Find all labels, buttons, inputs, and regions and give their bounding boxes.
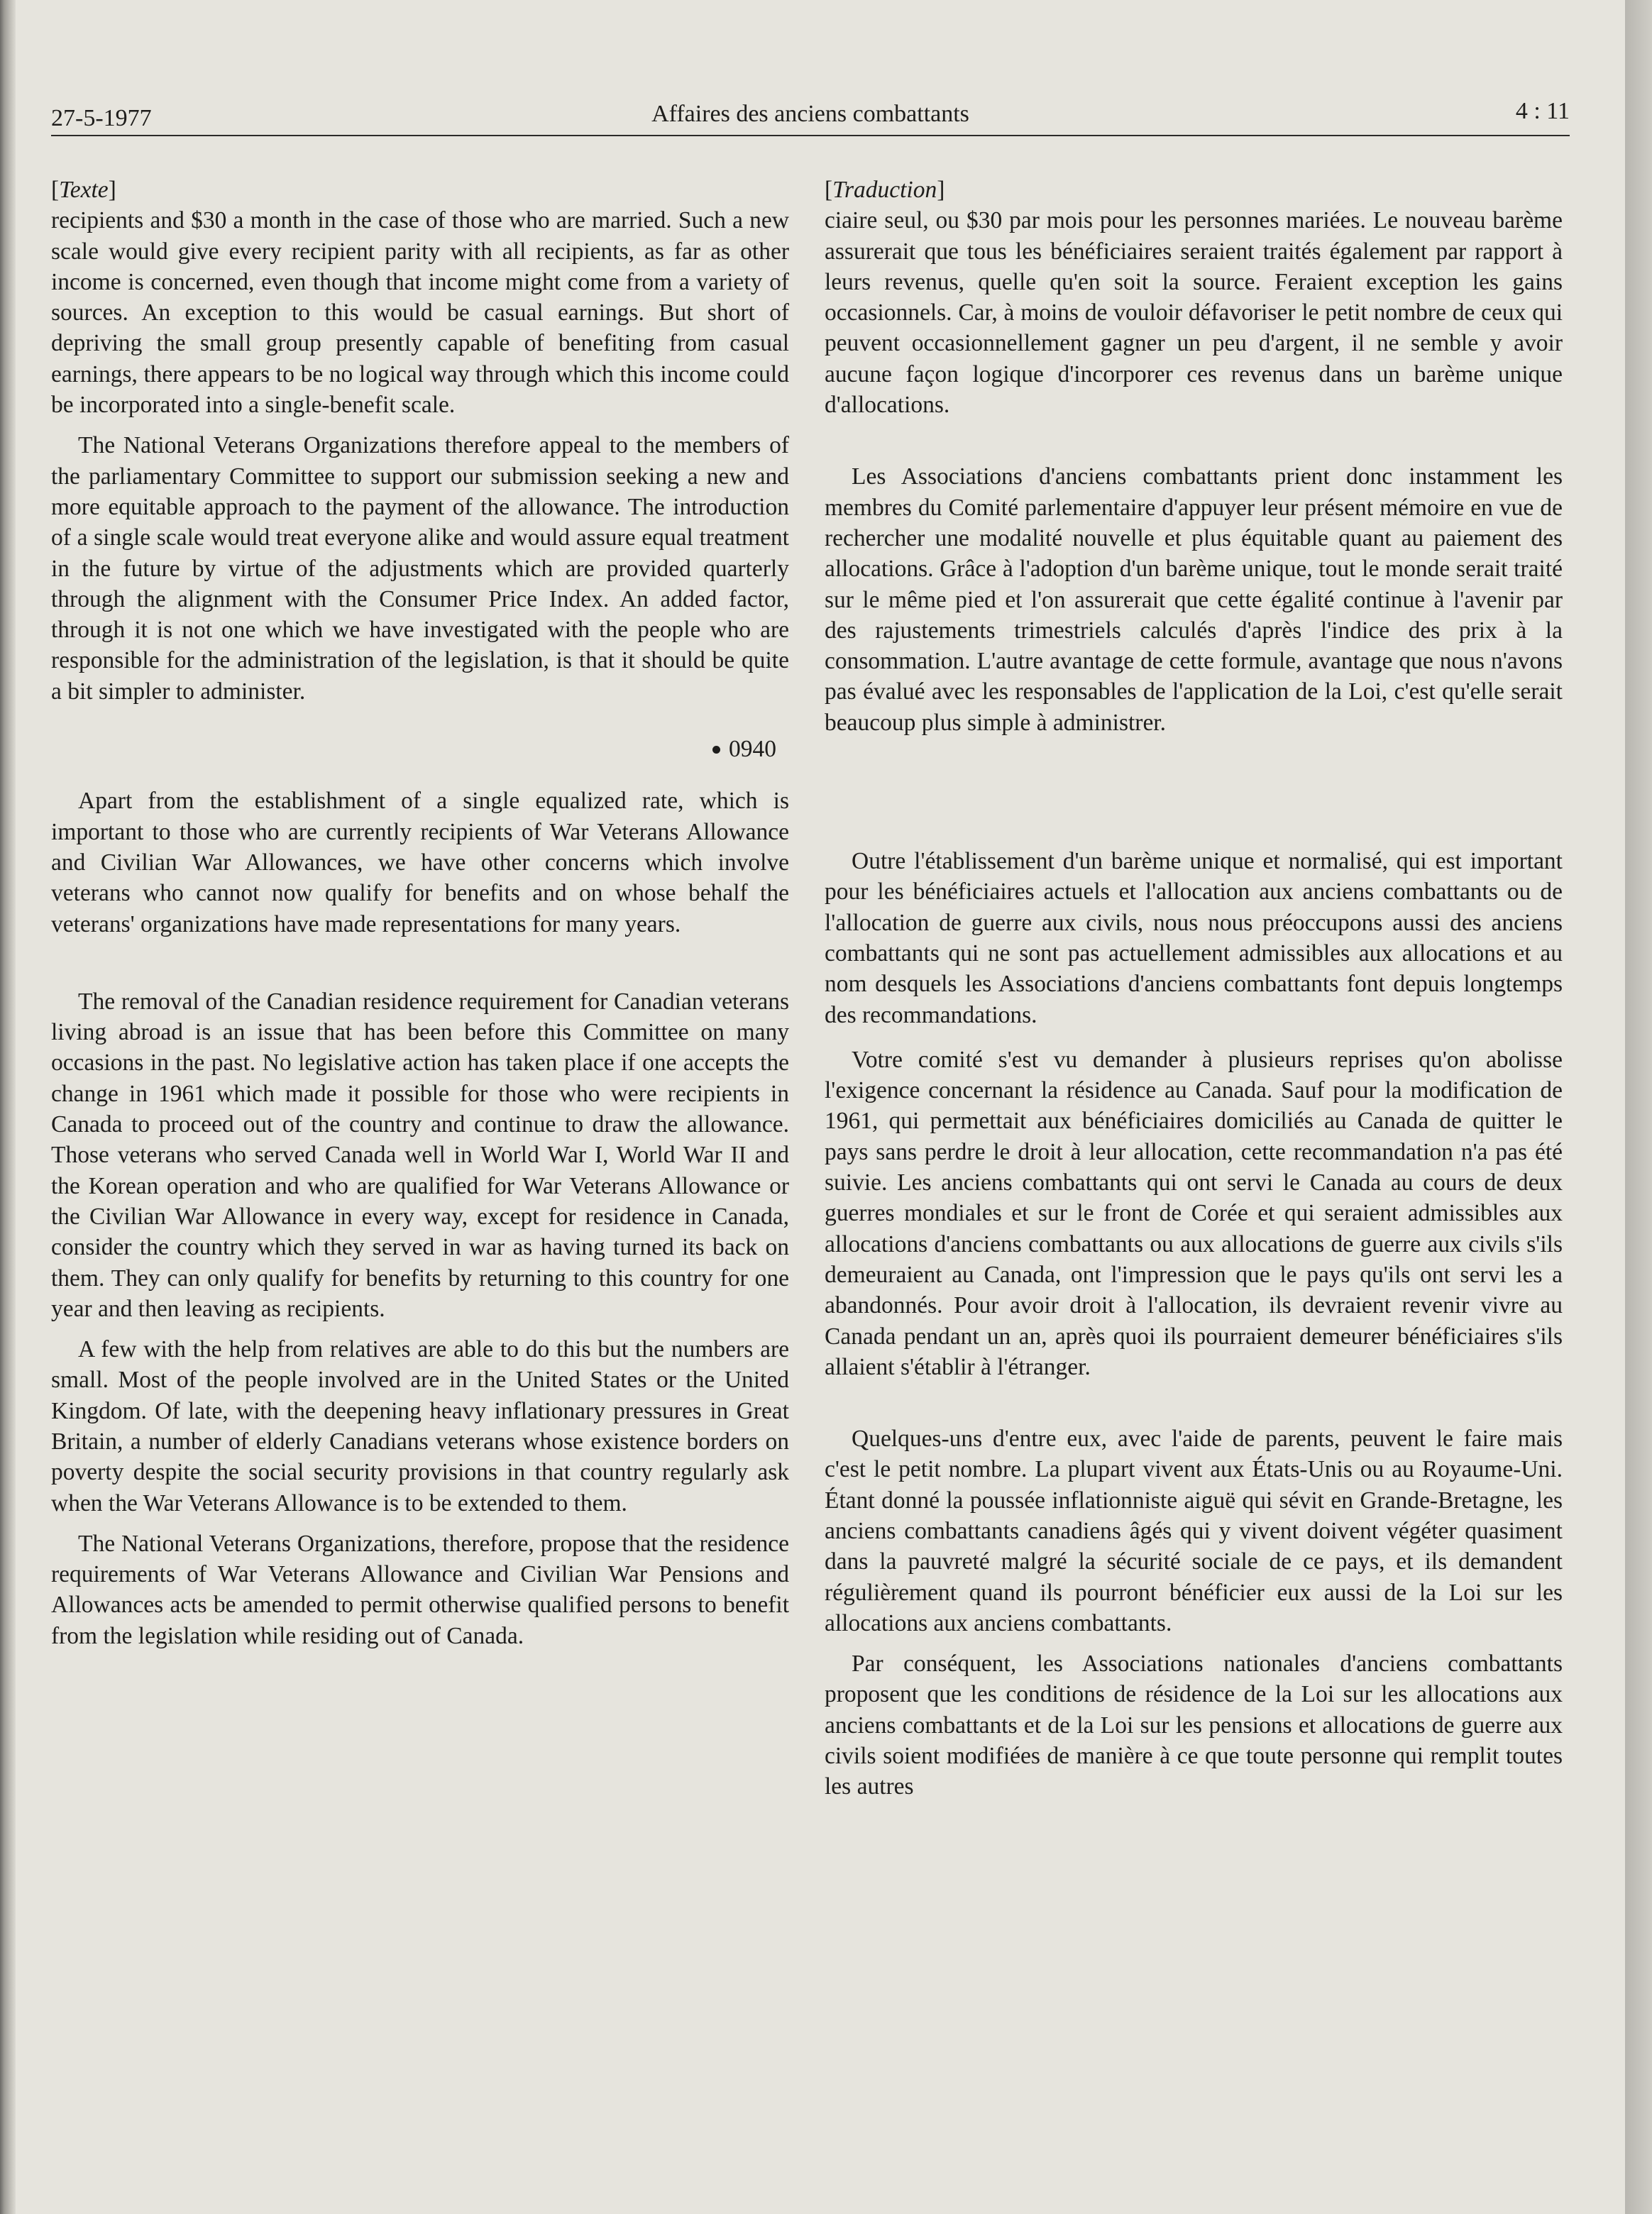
paragraph: A few with the help from relatives are able to do this but the numbers are small. Most of the people involved are in the United States or the United Kingdom. Of late, with the deepening heavy inflationary pressures in Great Britain, a number of elderly Canadians veterans whose existence borders on poverty despite the social security provisions in that country regularly ask when the War Veterans Allowance is to be extended to them. — [51, 1336, 789, 1516]
page-binding-edge — [0, 0, 16, 2214]
header-rule — [51, 135, 1570, 136]
french-column — [825, 175, 1563, 1802]
english-column — [51, 175, 789, 1651]
header-date: 27-5-1977 — [51, 105, 152, 131]
bullet-dot-icon — [712, 746, 720, 754]
section-label-texte: [Texte] — [51, 177, 116, 203]
paragraph: Apart from the establishment of a single equalized rate, which is important to those who are currently recipients of War Veterans Allowance and Civilian War Allowances, we have other concerns which involve veterans who cannot now qualify for benefits and on whose behalf the veterans' organizations have made representations for many years. — [51, 788, 789, 937]
paragraph: Quelques-uns d'entre eux, avec l'aide de parents, peuvent le faire mais c'est le petit nombre. La plupart vivent aux États-Unis ou au Royaume-Uni. Étant donné la poussée inflationniste aiguë qui sévit en Grande-Bretagne, les anciens combattants canadiens âgés qui y vivent doivent végéter quasiment dans la pauvreté malgré la sécurité sociale de ce pays, et ils demandent régulièrement quand ils pourront bénéficier eux aussi de la Loi sur les allocations aux anciens combattants. — [825, 1426, 1563, 1636]
header-page-number: 4 : 11 — [1515, 98, 1570, 124]
paragraph: The removal of the Canadian residence requirement for Canadian veterans living abroad is an issue that has been before this Committee on many occasions in the past. No legislative action has taken place if one accepts the change in 1961 which made it possible for those who were recipients in Canada to proceed out of the country and continue to draw the allowance. Those veterans who served Canada well in World War I, World War II and the Korean operation and who are qualified for War Veterans Allowance or the Civilian War Allowance in every way, except for residence in Canada, consider the country which they served in war as having turned its back on them. They can only qualify for benefits by returning to this country for one year and then leaving as recipients. — [51, 988, 789, 1322]
paragraph: Les Associations d'anciens combattants prient donc instamment les membres du Comité parlementaire d'appuyer leur présent mémoire en vue de rechercher une modalité nouvelle et plus équitable quant au paiement des allocations. Grâce à l'adoption d'un barème unique, tout le monde serait traité sur le même pied et l'on assurerait que cette égalité continue à l'avenir par des rajustements trimestriels calculés d'après l'indice des prix à la consommation. L'autre avantage de cette formule, avantage que nous n'avons pas évalué avec les responsables de l'application de la Loi, c'est qu'elle serait beaucoup plus simple à administrer. — [825, 463, 1563, 736]
paragraph: The National Veterans Organizations therefore appeal to the members of the parliamentary Committee to support our submission seeking a new and more equitable approach to the payment of the allowance. The introduction of a single scale would treat everyone alike and would assure equal treatment in the future by virtue of the adjustments which are provided quarterly through the alignment with the Consumer Price Index. An added factor, through it is not one which we have investigated with the people who are responsible for the administration of the legislation, is that it should be quite a bit simpler to administer. — [51, 432, 789, 705]
paragraph: The National Veterans Organizations, therefore, propose that the residence requirements of War Veterans Allowance and Civilian War Pensions and Allowances acts be amended to permit otherwise qualified persons to benefit from the legislation while residing out of Canada. — [51, 1530, 789, 1649]
page-right-edge — [1625, 0, 1652, 2214]
time-marker: 0940 — [51, 734, 789, 764]
section-label-traduction: [Traduction] — [825, 177, 945, 203]
paragraph: recipients and $30 a month in the case of those who are married. Such a new scale would give every recipient parity with all recipients, as far as other income is concerned, even though that income might come from a variety of sources. An exception to this would be casual earnings. But short of depriving the small group presently capable of benefiting from casual earnings, there appears to be no logical way through which this income could be incorporated into a single-benefit scale. — [51, 207, 789, 419]
paragraph: Par conséquent, les Associations nationales d'anciens combattants proposent que les conditions de résidence de la Loi sur les allocations aux anciens combattants et de la Loi sur les pensions et allocations de guerre aux civils soient modifiées de manière à ce que toute personne qui remplit toutes les autres — [825, 1651, 1563, 1800]
page-header — [51, 98, 1570, 138]
paragraph: ciaire seul, ou $30 par mois pour les personnes mariées. Le nouveau barème assurerait que tous les bénéficiaires seraient traités également par rapport à leurs revenus, quelle qu'en soit la source. Feraient exception les gains occasionnels. Car, à moins de vouloir défavoriser le petit nombre de ceux qui peuvent occasionnellement gagner un peu d'argent, il ne semble y avoir aucune façon logique d'incorporer ces revenus dans un barème unique d'allocations. — [825, 207, 1563, 419]
paragraph: Outre l'établissement d'un barème unique et normalisé, qui est important pour les bénéficiaires actuels et l'allocation aux anciens combattants ou de l'allocation de guerre aux civils, nous nous préoccupons aussi des anciens combattants qui ne sont pas actuellement admissibles aux allocations et au nom desquels les Associations d'anciens combattants font depuis longtemps des recommandations. — [825, 848, 1563, 1028]
paragraph: Votre comité s'est vu demander à plusieurs reprises qu'on abolisse l'exigence concernant la résidence au Canada. Sauf pour la modification de 1961, qui permettait aux bénéficiaires domiciliés au Canada de quitter le pays sans perdre le droit à leur allocation, cette recommandation n'a pas été suivie. Les anciens combattants qui ont servi le Canada au cours de deux guerres mondiales et sur le front de Corée et qui seraient admissibles aux allocations d'anciens combattants ou aux allocations de guerre aux civils s'ils demeuraient au Canada, ont l'impression que le pays qu'ils ont servi les a abandonnés. Pour avoir droit à l'allocation, ils devraient revenir vivre au Canada pendant un an, après quoi ils pourraient demeurer bénéficiaires s'ils allaient s'établir à l'étranger. — [825, 1046, 1563, 1380]
header-title: Affaires des anciens combattants — [651, 101, 969, 127]
